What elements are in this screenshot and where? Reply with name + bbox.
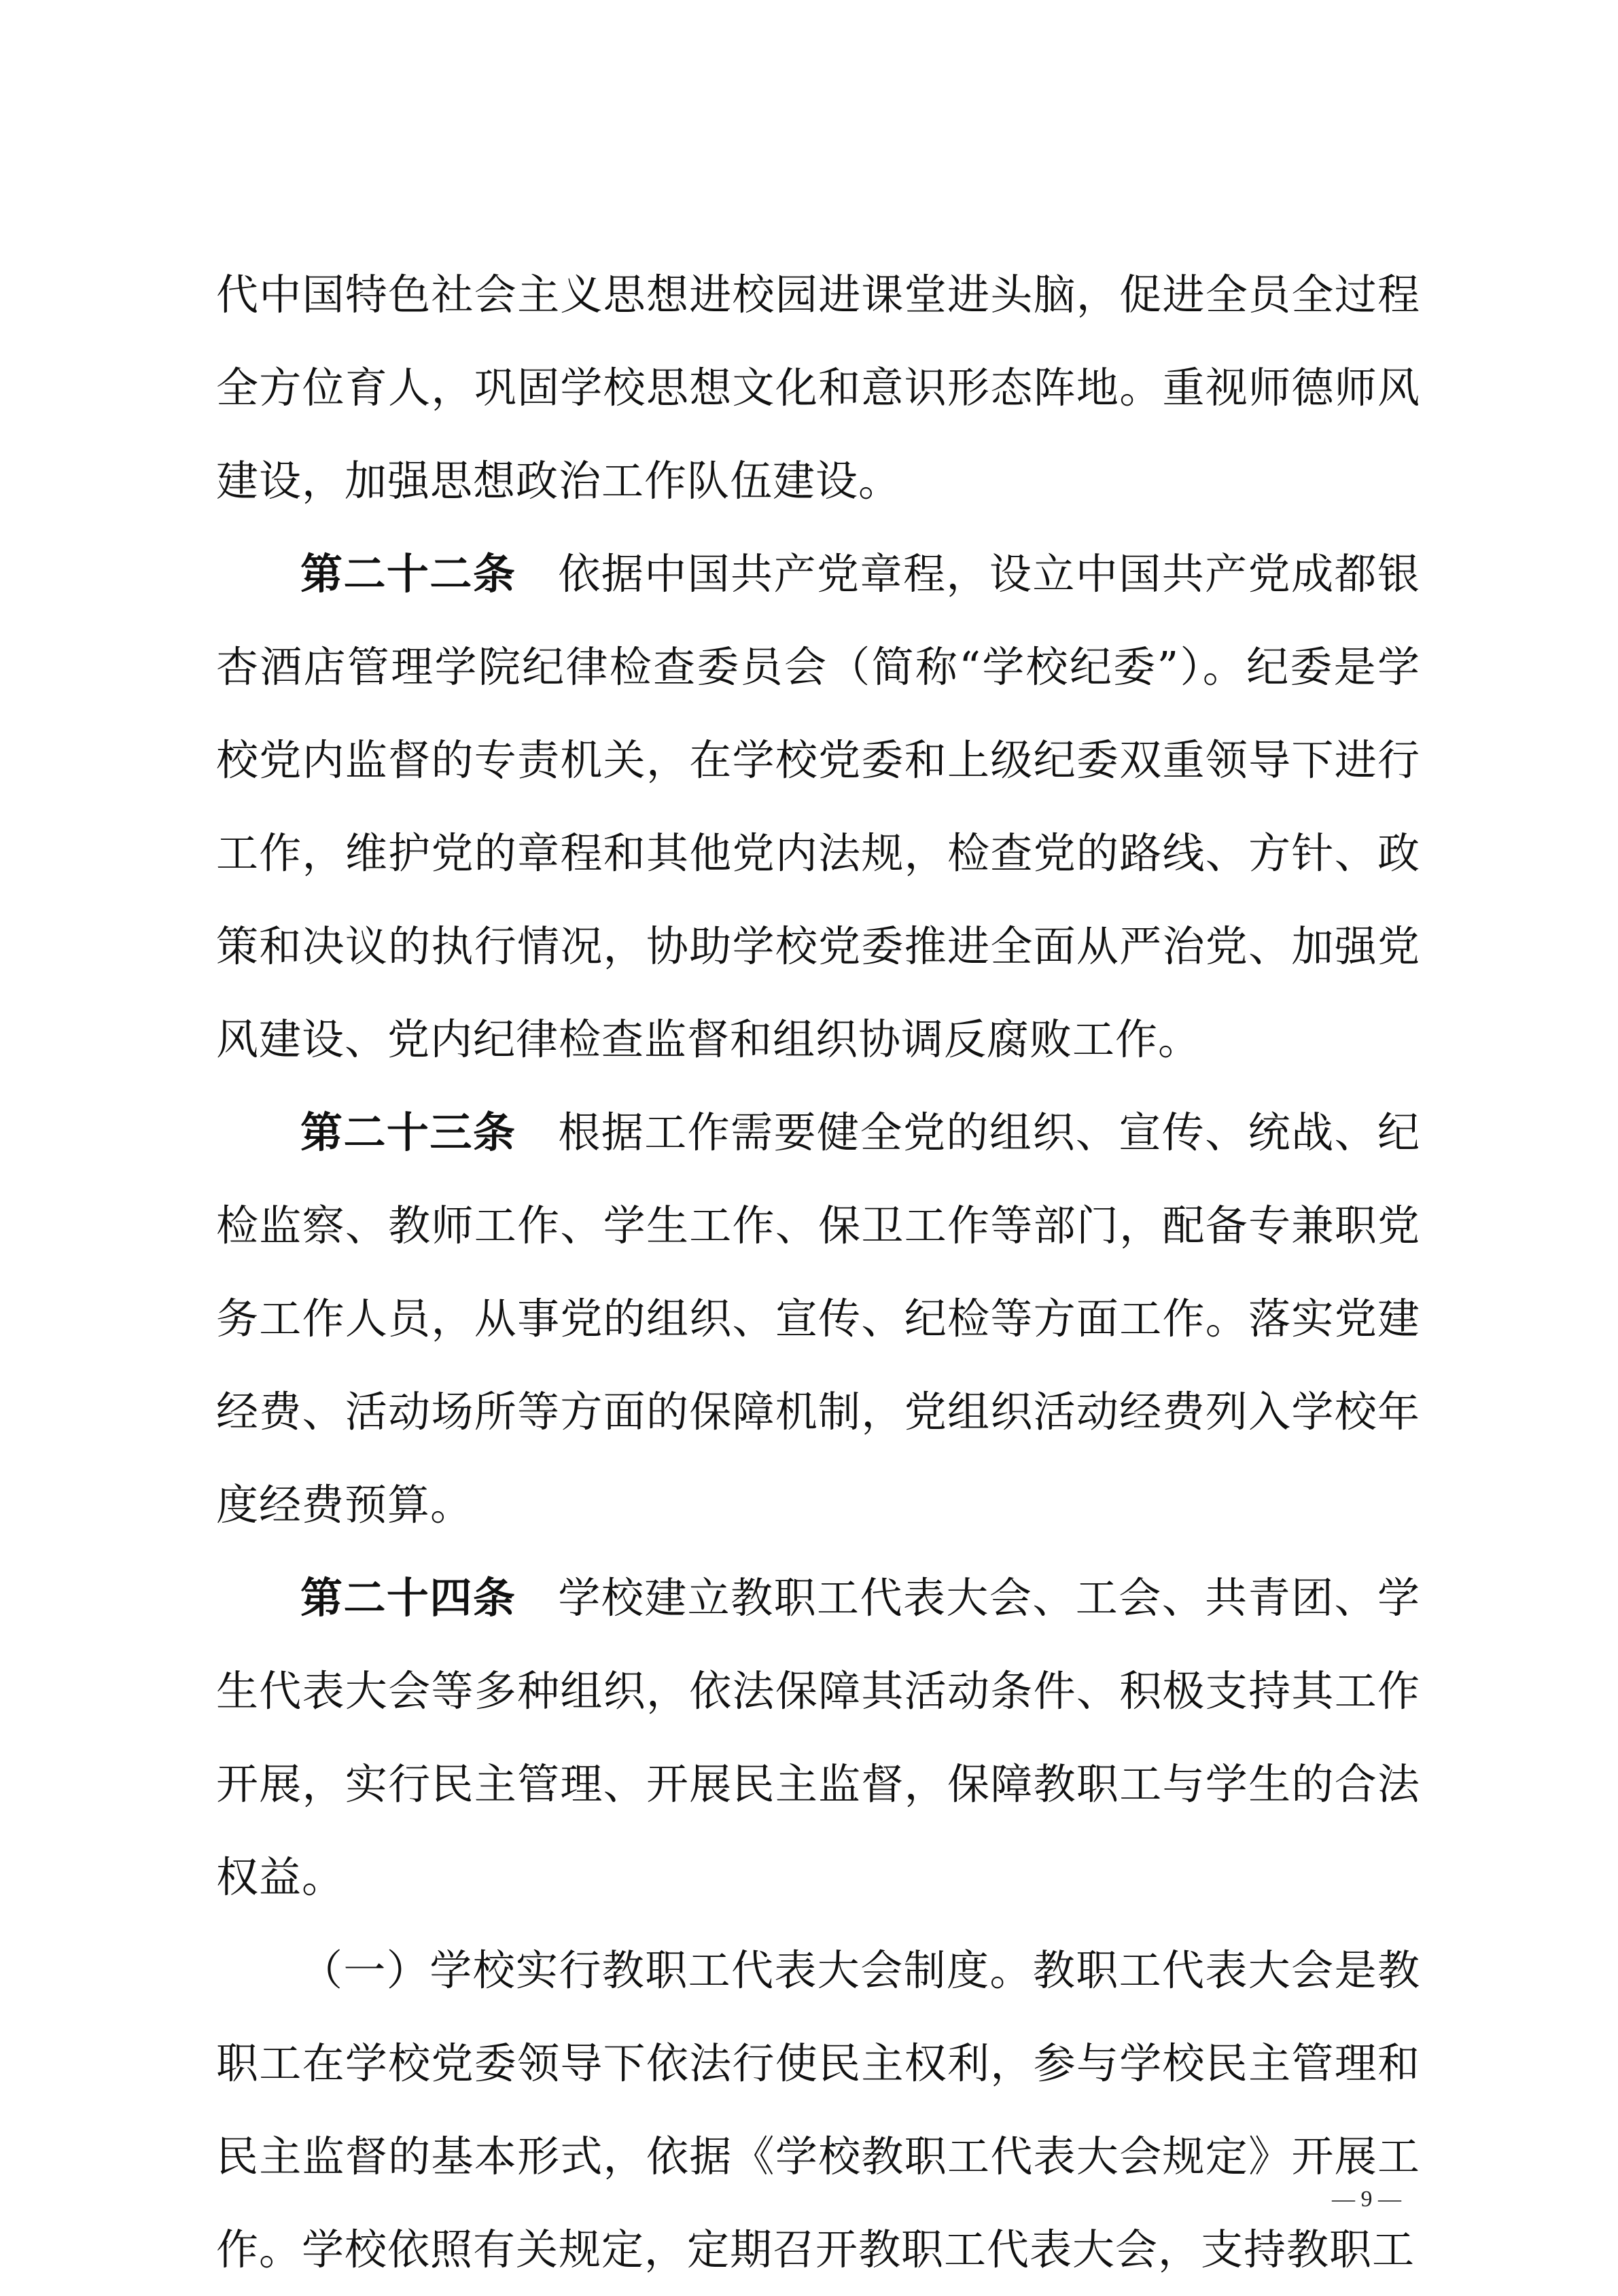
body-text <box>216 248 1420 2296</box>
paragraph-text: 依据中国共产党章程，设立中国共产党成都银杏酒店管理学院纪律检查委员会（简称“学校纪委”）。纪委是学校党内监督的专责机关，在学校党委和上级纪委双重领导下进行工作，维护党的章程和其他党内法规，检查党的路线、方针、政策和决议的执行情况，协助学校党委推进全面从严治党、加强党风建设、党内纪律检查监督和组织协调反腐败工作。 <box>216 549 1420 1064</box>
clause-1 <box>216 1924 1420 2296</box>
article-23 <box>216 1086 1420 1551</box>
page-number: — 9 — <box>1332 2187 1401 2212</box>
article-24 <box>216 1551 1420 1924</box>
article-22 <box>216 527 1420 1086</box>
article-label: 第二十三条 <box>300 1108 516 1157</box>
paragraph-text: （一）学校实行教职工代表大会制度。教职工代表大会是教职工在学校党委领导下依法行使民主权利，参与学校民主管理和民主监督的基本形式，依据《学校教职工代表大会规定》开展工作。学校依照有关规定，定期召开教职工代表大会，支持教职工 <box>216 1945 1420 2274</box>
article-label: 第二十四条 <box>300 1573 516 1623</box>
article-label: 第二十二条 <box>300 549 516 599</box>
paragraph-text: 学校建立教职工代表大会、工会、共青团、学生代表大会等多种组织，依法保障其活动条件、积极支持其工作开展，实行民主管理、开展民主监督，保障教职工与学生的合法权益。 <box>216 1573 1420 1902</box>
paragraph-text: 代中国特色社会主义思想进校园进课堂进头脑，促进全员全过程全方位育人，巩固学校思想文化和意识形态阵地。重视师德师风建设，加强思想政治工作队伍建设。 <box>216 270 1420 506</box>
paragraph-continuation <box>216 248 1420 527</box>
paragraph-text: 根据工作需要健全党的组织、宣传、统战、纪检监察、教师工作、学生工作、保卫工作等部门，配备专兼职党务工作人员，从事党的组织、宣传、纪检等方面工作。落实党建经费、活动场所等方面的保障机制，党组织活动经费列入学校年度经费预算。 <box>216 1108 1420 1530</box>
